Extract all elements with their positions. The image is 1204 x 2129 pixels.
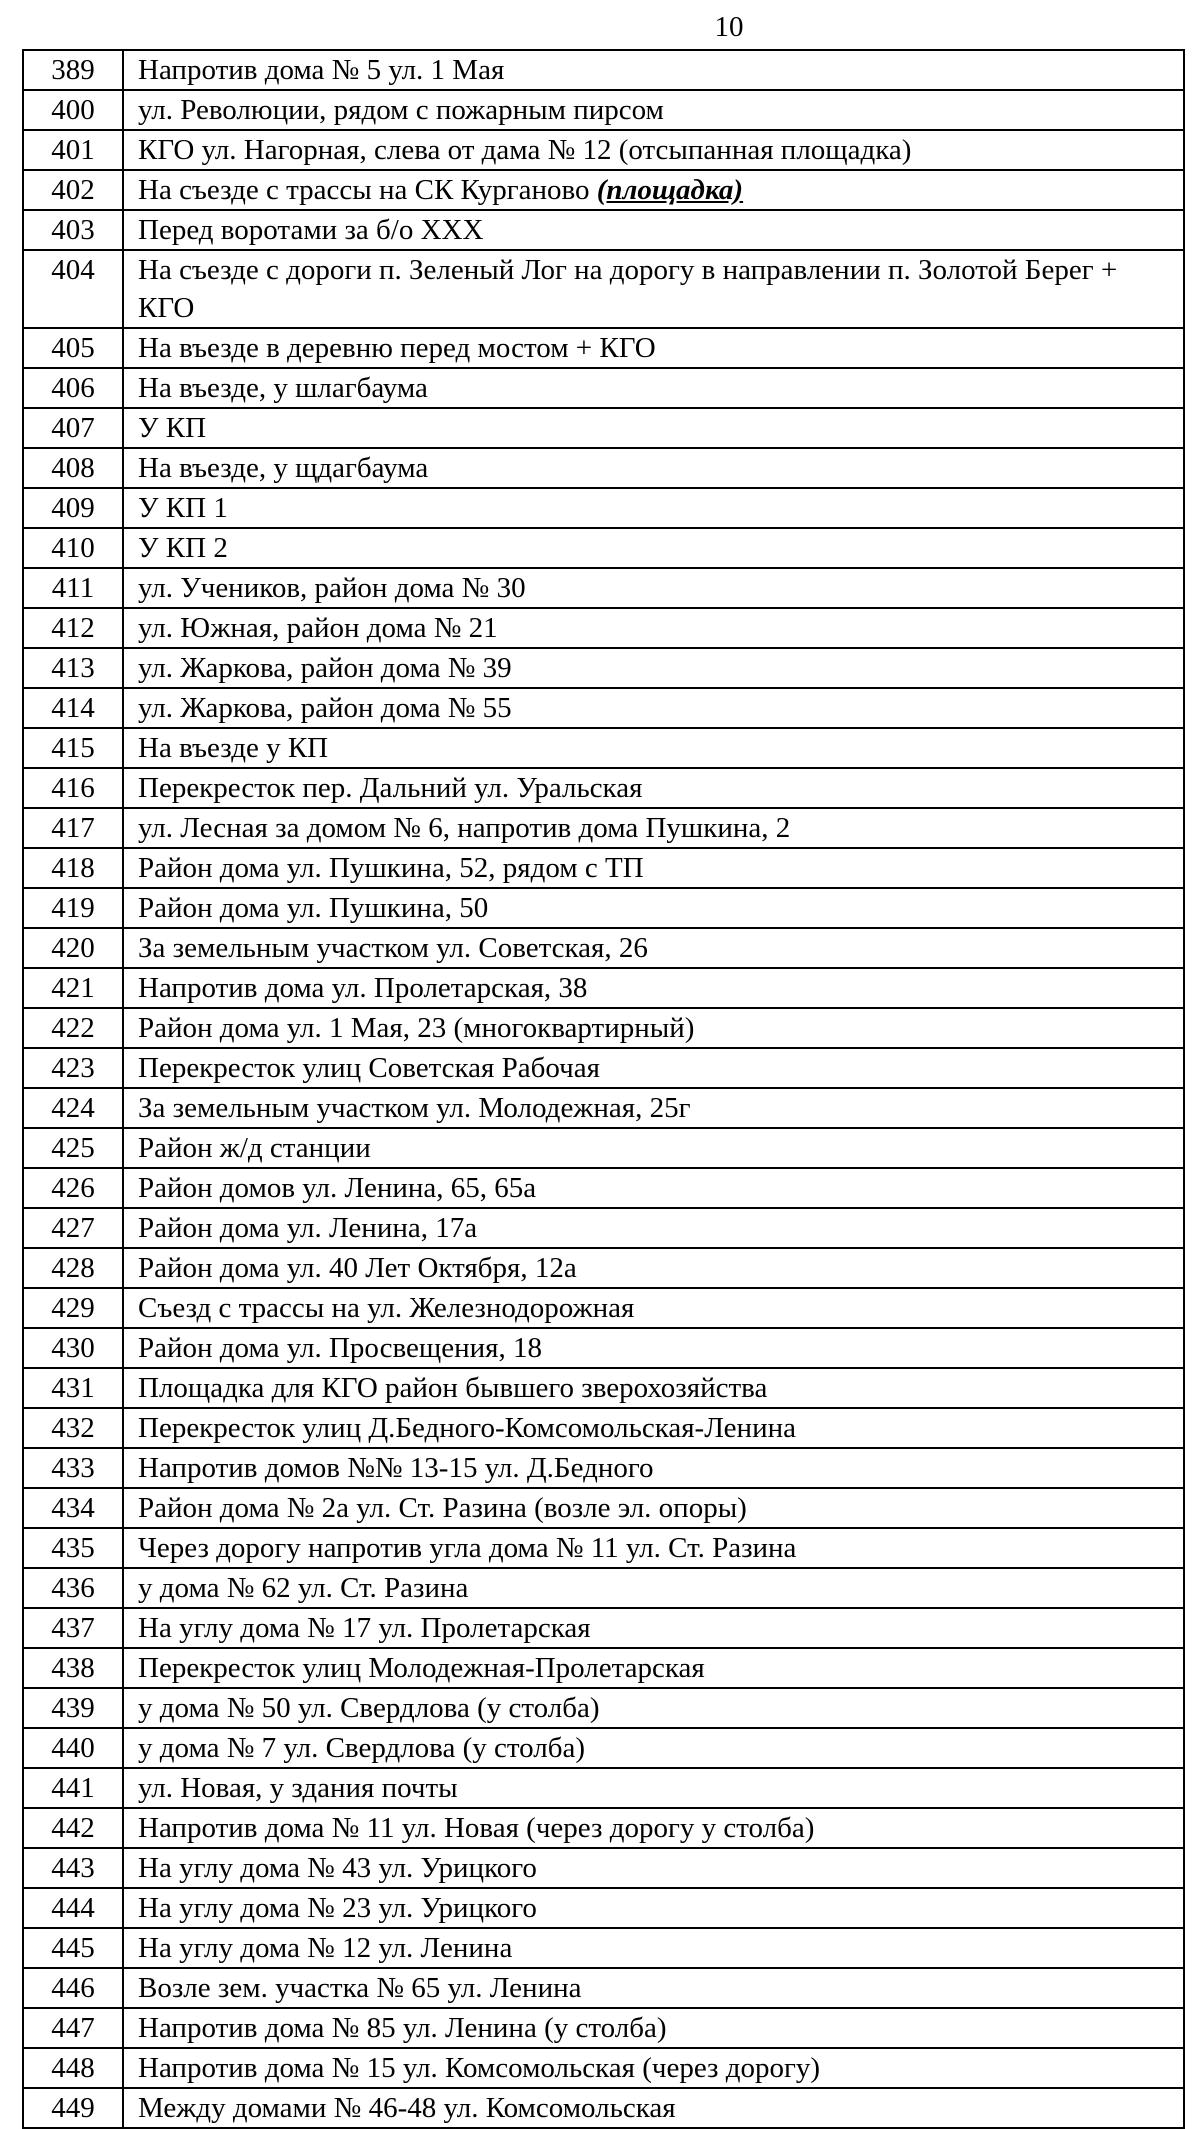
row-description-cell [123,250,1184,328]
table-row [23,2008,1184,2048]
row-number-cell: 443 [23,1848,123,1888]
row-number-cell: 436 [23,1568,123,1608]
row-description-cell [123,1048,1184,1088]
row-description-cell [123,1768,1184,1808]
table-row [23,1728,1184,1768]
row-description-text: Перекресток улиц Советская Рабочая [138,1052,600,1084]
table-row [23,968,1184,1008]
row-number-cell: 420 [23,928,123,968]
row-description-cell [123,1648,1184,1688]
table-row [23,210,1184,250]
row-description-cell [123,528,1184,568]
table-row [23,1368,1184,1408]
row-number-cell: 405 [23,328,123,368]
row-description-text: На съезде с дороги п. Зеленый Лог на дорогу в направлении п. Золотой Берег + КГО [138,254,1118,324]
row-number-cell: 446 [23,1968,123,2008]
row-description-cell [123,1168,1184,1208]
row-description-cell [123,90,1184,130]
row-description-cell [123,50,1184,90]
row-description-cell [123,1248,1184,1288]
row-description-text: За земельным участком ул. Советская, 26 [138,932,648,964]
row-description-cell [123,328,1184,368]
table-row [23,1848,1184,1888]
row-number-cell: 417 [23,808,123,848]
row-description-text: Напротив дома № 15 ул. Комсомольская (через дорогу) [138,2052,821,2084]
row-number-cell: 414 [23,688,123,728]
row-description-text: Напротив домов №№ 13-15 ул. Д.Бедного [138,1452,654,1484]
row-number-cell: 435 [23,1528,123,1568]
row-number-cell: 440 [23,1728,123,1768]
row-description-text: КГО ул. Нагорная, слева от дама № 12 (отсыпанная площадка) [138,134,912,166]
row-description-cell [123,968,1184,1008]
table-row [23,728,1184,768]
row-description-text: Район ж/д станции [138,1132,371,1164]
row-description-text: На углу дома № 43 ул. Урицкого [138,1852,537,1884]
row-description-cell [123,888,1184,928]
row-description-cell [123,1728,1184,1768]
table-row [23,1528,1184,1568]
row-description-text: Район дома ул. Пушкина, 50 [138,892,489,924]
row-description-cell [123,808,1184,848]
row-description-text: ул. Революции, рядом с пожарным пирсом [138,94,664,126]
row-emphasis-text: (площадка) [596,174,744,206]
row-description-cell [123,568,1184,608]
table-row [23,768,1184,808]
row-description-text: Перекресток улиц Д.Бедного-Комсомольская-Ленина [138,1412,796,1444]
row-description-text: Между домами № 46-48 ул. Комсомольская [138,2092,676,2124]
row-description-cell [123,1208,1184,1248]
row-number-cell: 407 [23,408,123,448]
row-description-text: На въезде, у щдагбаума [138,452,429,484]
row-description-cell [123,408,1184,448]
row-description-text: Перекресток пер. Дальний ул. Уральская [138,772,643,804]
row-number-cell: 439 [23,1688,123,1728]
row-description-cell [123,1528,1184,1568]
page-number: 10 [714,11,744,43]
row-number-cell: 429 [23,1288,123,1328]
row-description-cell [123,1088,1184,1128]
row-description-text: На въезде в деревню перед мостом + КГО [138,332,656,364]
row-description-text: у дома № 62 ул. Ст. Разина [138,1572,469,1604]
row-description-cell [123,608,1184,648]
row-description-cell [123,1808,1184,1848]
row-description-text: у дома № 7 ул. Свердлова (у столба) [138,1732,586,1764]
row-number-cell: 412 [23,608,123,648]
row-number-cell: 441 [23,1768,123,1808]
row-description-cell [123,130,1184,170]
table-row [23,488,1184,528]
row-description-cell [123,1568,1184,1608]
row-description-cell [123,768,1184,808]
row-description-cell [123,2008,1184,2048]
row-description-cell [123,1368,1184,1408]
row-description-cell [123,1128,1184,1168]
row-number-cell: 413 [23,648,123,688]
row-number-cell: 411 [23,568,123,608]
row-number-cell: 406 [23,368,123,408]
row-description-cell [123,448,1184,488]
table-row [23,1128,1184,1168]
row-number-cell: 416 [23,768,123,808]
row-number-cell: 419 [23,888,123,928]
row-description-cell [123,1688,1184,1728]
row-number-cell: 437 [23,1608,123,1648]
row-number-cell: 410 [23,528,123,568]
row-number-cell: 408 [23,448,123,488]
row-number-cell: 404 [23,250,123,328]
row-number-cell: 424 [23,1088,123,1128]
row-description-cell [123,1888,1184,1928]
row-number-cell: 448 [23,2048,123,2088]
row-description-text: У КП [138,412,207,444]
table-row [23,1208,1184,1248]
row-description-cell [123,368,1184,408]
row-description-text: На углу дома № 12 ул. Ленина [138,1932,513,1964]
row-description-text: у дома № 50 ул. Свердлова (у столба) [138,1692,600,1724]
row-description-text: ул. Учеников, район дома № 30 [138,572,526,604]
table-row [23,1768,1184,1808]
table-body [23,50,1184,2128]
row-description-cell [123,1928,1184,1968]
row-number-cell: 423 [23,1048,123,1088]
table-row [23,2048,1184,2088]
table-row [23,2088,1184,2128]
row-number-cell: 422 [23,1008,123,1048]
row-description-text: Напротив дома № 85 ул. Ленина (у столба) [138,2012,667,2044]
table-row [23,130,1184,170]
table-row [23,848,1184,888]
row-description-text: ул. Жаркова, район дома № 55 [138,692,512,724]
table-row [23,1448,1184,1488]
row-description-text: Возле зем. участка № 65 ул. Ленина [138,1972,582,2004]
table-row [23,368,1184,408]
table-row [23,888,1184,928]
row-description-cell [123,1008,1184,1048]
row-description-cell [123,2048,1184,2088]
row-description-text: За земельным участком ул. Молодежная, 25г [138,1092,691,1124]
row-number-cell: 427 [23,1208,123,1248]
row-number-cell: 449 [23,2088,123,2128]
table-row [23,1568,1184,1608]
table-row [23,170,1184,210]
row-description-text: Площадка для КГО район бывшего зверохозяйства [138,1372,768,1404]
table-row [23,50,1184,90]
table-row [23,90,1184,130]
table-row [23,1328,1184,1368]
row-description-text: Район дома ул. Пушкина, 52, рядом с ТП [138,852,644,884]
table-row [23,688,1184,728]
table-row [23,528,1184,568]
row-description-cell [123,2088,1184,2128]
row-number-cell: 402 [23,170,123,210]
row-description-cell [123,1408,1184,1448]
table-row [23,1648,1184,1688]
table-row [23,1408,1184,1448]
table-row [23,1968,1184,2008]
table-row [23,1248,1184,1288]
row-number-cell: 415 [23,728,123,768]
table-row [23,1808,1184,1848]
table-row [23,608,1184,648]
row-description-text: Напротив дома № 11 ул. Новая (через дорогу у столба) [138,1812,815,1844]
row-number-cell: 400 [23,90,123,130]
table-row [23,568,1184,608]
row-description-cell [123,1288,1184,1328]
table-row [23,1088,1184,1128]
row-number-cell: 421 [23,968,123,1008]
row-number-cell: 434 [23,1488,123,1528]
row-description-text: На углу дома № 17 ул. Пролетарская [138,1612,591,1644]
row-description-text: У КП 2 [138,532,228,564]
table-row [23,1888,1184,1928]
row-description-cell [123,728,1184,768]
row-description-text: У КП 1 [138,492,228,524]
row-description-text: На съезде с трассы на СК Курганово [138,174,597,206]
row-description-text: ул. Новая, у здания почты [138,1772,458,1804]
table-row [23,808,1184,848]
row-description-text: Перед воротами за б/о ХХХ [138,214,484,246]
row-description-cell [123,688,1184,728]
row-description-text: ул. Лесная за домом № 6, напротив дома Пушкина, 2 [138,812,791,844]
table-row [23,1288,1184,1328]
table-row [23,1608,1184,1648]
row-description-cell [123,648,1184,688]
row-description-cell [123,170,1184,210]
row-number-cell: 426 [23,1168,123,1208]
row-description-text: Район дома ул. 40 Лет Октября, 12а [138,1252,577,1284]
row-description-cell [123,848,1184,888]
row-description-text: ул. Южная, район дома № 21 [138,612,498,644]
row-description-cell [123,1608,1184,1648]
row-number-cell: 401 [23,130,123,170]
row-number-cell: 403 [23,210,123,250]
row-description-text: На углу дома № 23 ул. Урицкого [138,1892,537,1924]
row-description-text: ул. Жаркова, район дома № 39 [138,652,512,684]
row-description-text: Район дома ул. Просвещения, 18 [138,1332,542,1364]
table-row [23,408,1184,448]
table-row [23,1488,1184,1528]
table-row [23,448,1184,488]
row-description-cell [123,1448,1184,1488]
row-number-cell: 433 [23,1448,123,1488]
row-description-text: Район дома ул. 1 Мая, 23 (многоквартирный) [138,1012,695,1044]
row-description-text: На въезде, у шлагбаума [138,372,428,404]
row-number-cell: 425 [23,1128,123,1168]
row-number-cell: 431 [23,1368,123,1408]
row-description-cell [123,1488,1184,1528]
row-description-text: Район дома № 2а ул. Ст. Разина (возле эл. опоры) [138,1492,747,1524]
row-description-cell [123,488,1184,528]
locations-table [22,49,1185,2129]
table-row [23,928,1184,968]
row-description-cell [123,1328,1184,1368]
row-number-cell: 428 [23,1248,123,1288]
table-row [23,250,1184,328]
row-description-cell [123,1848,1184,1888]
row-number-cell: 438 [23,1648,123,1688]
table-row [23,648,1184,688]
row-number-cell: 418 [23,848,123,888]
row-description-text: Район домов ул. Ленина, 65, 65а [138,1172,537,1204]
row-number-cell: 389 [23,50,123,90]
row-number-cell: 442 [23,1808,123,1848]
row-number-cell: 432 [23,1408,123,1448]
table-row [23,1688,1184,1728]
row-number-cell: 430 [23,1328,123,1368]
row-description-cell [123,928,1184,968]
row-description-text: Перекресток улиц Молодежная-Пролетарская [138,1652,705,1684]
row-description-cell [123,1968,1184,2008]
row-description-cell [123,210,1184,250]
row-description-text: На въезде у КП [138,732,329,764]
row-number-cell: 409 [23,488,123,528]
row-description-text: Съезд с трассы на ул. Железнодорожная [138,1292,635,1324]
table-row [23,1008,1184,1048]
row-description-text: Напротив дома ул. Пролетарская, 38 [138,972,588,1004]
table-row [23,1928,1184,1968]
table-row [23,328,1184,368]
row-number-cell: 444 [23,1888,123,1928]
table-row [23,1048,1184,1088]
row-number-cell: 445 [23,1928,123,1968]
row-description-text: Район дома ул. Ленина, 17а [138,1212,478,1244]
table-row [23,1168,1184,1208]
row-description-text: Через дорогу напротив угла дома № 11 ул. Ст. Разина [138,1532,797,1564]
row-number-cell: 447 [23,2008,123,2048]
row-description-text: Напротив дома № 5 ул. 1 Мая [138,54,505,86]
